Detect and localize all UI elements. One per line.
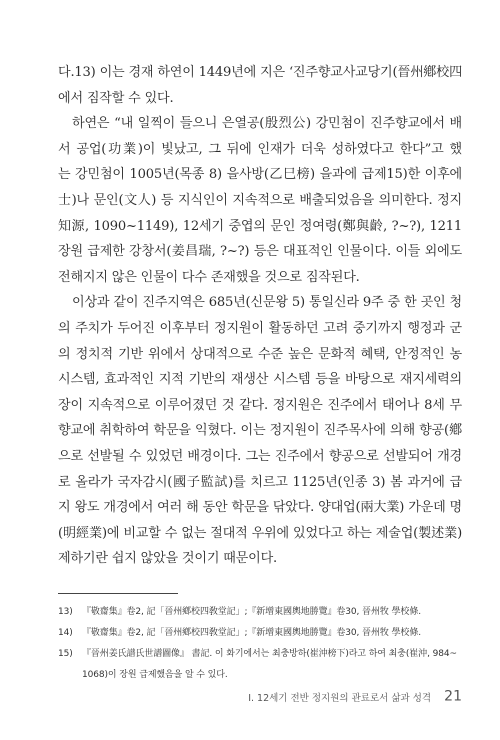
page-footer	[248, 686, 462, 705]
body-line: 으로 선발될 수 있었던 배경이다. 그는 진주에서 향공으로 선발되어 개경	[58, 448, 462, 464]
body-line: 는 강민첨이 1005년(목종 8) 을사방(乙巳榜) 을과에 급제15)한 이후에	[58, 167, 462, 183]
body-line: 의 정치적 기반 위에서 상대적으로 수준 높은 문화적 혜택, 안정적인 농	[58, 346, 462, 362]
body-line: 지 왕도 개경에서 여러 해 동안 학문을 닦았다. 양대업(兩大業) 가운데 명	[58, 500, 462, 516]
body-line: 제하기란 쉽지 않았을 것이기 때문이다.	[58, 551, 277, 567]
footnote-continuation: 1068)이 장원 급제했음을 알 수 있다.	[82, 670, 228, 680]
body-line: (明經業)에 비교할 수 없는 절대적 우위에 있었다고 하는 제술업(製述業)	[58, 525, 462, 541]
footnote-text: 『敬齋集』卷2, 記「晉州鄕校四敎堂記」;『新增東國輿地勝覽』卷30, 晉州牧 學校條.	[82, 628, 421, 638]
footnote-divider	[58, 593, 178, 594]
page-number: 21	[444, 688, 462, 705]
body-line: 전해지지 않은 인물이 다수 존재했을 것으로 짐작된다.	[58, 269, 360, 285]
body-line: 장원 급제한 강창서(姜昌瑞, ?~?) 등은 대표적인 인물이다. 이들 외에도	[58, 244, 462, 260]
body-line: 士)나 문인(文人) 등 지식인이 지속적으로 배출되었음을 의미한다. 정지	[58, 192, 462, 208]
body-line: 장이 지속적으로 이루어졌던 것 같다. 정지원은 진주에서 태어나 8세 무	[58, 397, 462, 413]
footnote-number: 15)	[58, 649, 73, 659]
footnote-number: 14)	[58, 628, 73, 638]
body-line: 에서 짐작할 수 있다.	[58, 90, 174, 106]
body-text	[58, 60, 462, 572]
body-line: 의 주치가 두어진 이후부터 정지원이 활동하던 고려 중기까지 행정과 군	[58, 320, 462, 336]
body-line: 하연은 “내 일찍이 들으니 은열공(殷烈公) 강민첨이 진주향교에서 배	[72, 116, 462, 132]
body-line: 知源, 1090~1149), 12세기 중엽의 문인 정여령(鄭與齡, ?~?), 1211	[58, 218, 462, 234]
footnote-13	[58, 602, 462, 623]
footnote-15	[58, 644, 462, 665]
footnotes	[58, 602, 462, 686]
footnote-14	[58, 623, 462, 644]
footnote-text: 『晉州姜氏譜氏世譜圖像』 書記. 이 화기에서는 최충방하(崔沖榜下)라고 하여 최충(崔沖, 984~	[82, 649, 457, 659]
running-head: I. 12세기 전반 정지원의 관료로서 삶과 성격	[248, 692, 432, 704]
body-line: 향교에 취학하여 학문을 익혔다. 이는 정지원이 진주목사에 의해 향공(鄕	[58, 423, 462, 439]
body-line: 로 올라가 국자감시(國子監試)를 치르고 1125년(인종 3) 봄 과거에 급	[58, 474, 462, 490]
body-line: 이상과 같이 진주지역은 685년(신문왕 5) 통일신라 9주 중 한 곳인 청	[72, 295, 462, 311]
body-line: 다.13) 이는 경재 하연이 1449년에 지은 ‘진주향교사교당기(晉州鄕校四	[58, 65, 462, 80]
body-line: 서 공업(功業)이 빛났고, 그 뒤에 인재가 더욱 성하였다고 한다”고 했	[58, 141, 462, 157]
footnote-number: 13)	[58, 607, 73, 617]
footnote-text: 『敬齋集』卷2, 記「晉州鄕校四敎堂記」;『新增東國輿地勝覽』卷30, 晉州牧 學校條.	[82, 607, 421, 617]
body-line: 시스템, 효과적인 지적 기반의 재생산 시스템 등을 바탕으로 재지세력의	[58, 372, 462, 388]
